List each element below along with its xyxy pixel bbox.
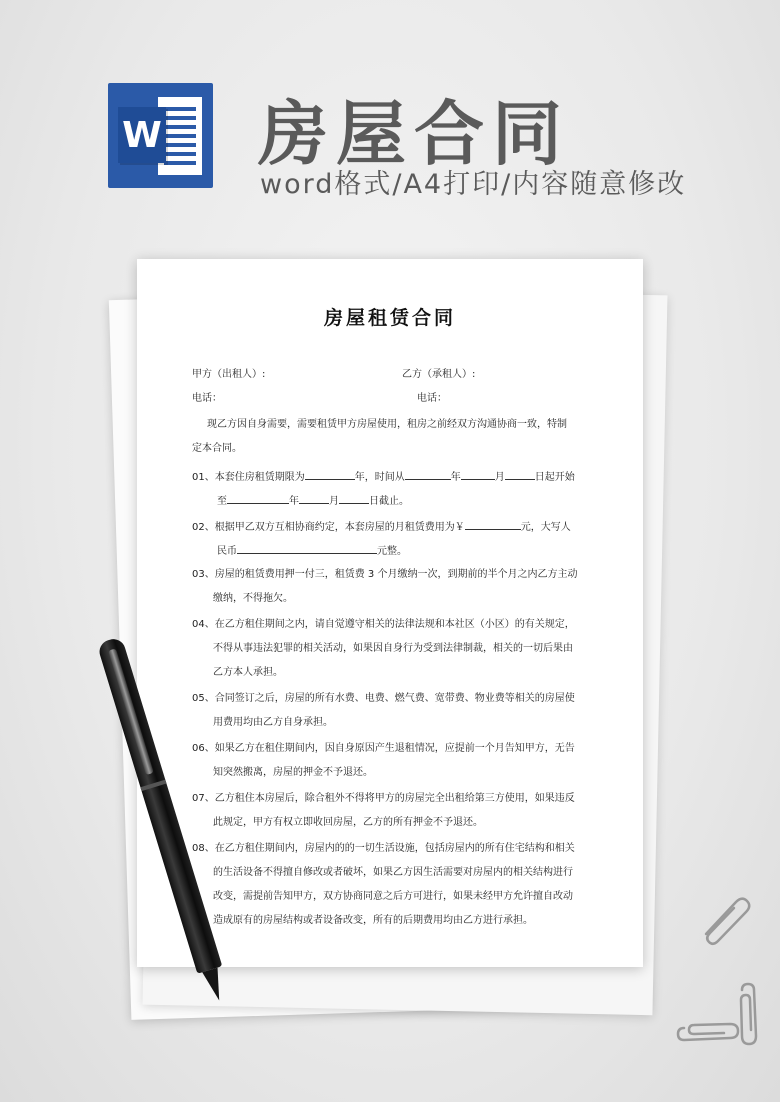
intro-line-1: 现乙方因自身需要，需要租赁甲方房屋使用，租房之前经双方沟通协商一致，特制: [207, 419, 567, 430]
clause-08-line-4: 造成原有的房屋结构或者设备改变，所有的后期费用均由乙方进行承担。: [213, 915, 533, 926]
paperclip-icon: [676, 1016, 740, 1046]
clause-05-line-2: 用费用均由乙方自身承担。: [213, 717, 333, 728]
party-line: [192, 369, 603, 381]
clause-text: 元，大写人: [520, 522, 571, 533]
clause-text: 日截止。: [369, 496, 409, 507]
blank-field[interactable]: [339, 493, 369, 504]
blank-field[interactable]: [405, 469, 451, 480]
clause-03-line-1: 03、房屋的租赁费用押一付三，租赁费 3 个月缴纳一次，到期前的半个月之内乙方主动: [192, 569, 578, 580]
phone-b-label: 电话：: [417, 393, 447, 404]
clause-text: 日起开始: [534, 472, 575, 483]
clause-05-line-1: 05、合同签订之后，房屋的所有水费、电费、燃气费、宽带费、物业费等相关的房屋使: [192, 693, 575, 704]
clause-08-line-3: 改变，需提前告知甲方，双方协商同意之后方可进行，如果未经甲方允许擅自改动: [213, 891, 573, 902]
party-b-label: 乙方（承租人）:: [402, 369, 476, 380]
clause-text: 至: [217, 496, 227, 507]
blank-field[interactable]: [227, 493, 289, 504]
clause-text: 月: [329, 496, 339, 507]
clause-08-line-2: 的生活设备不得擅自修改或者破坏，如果乙方因生活需要对房屋内的相关结构进行: [213, 867, 573, 878]
blank-field[interactable]: [305, 469, 355, 480]
word-letter: W: [118, 107, 166, 163]
clause-01-line-1: [192, 469, 603, 484]
clause-text: 年，时间从: [354, 472, 405, 483]
clause-04-line-2: 不得从事违法犯罪的相关活动，如果因自身行为受到法律制裁，相关的一切后果由: [213, 643, 573, 654]
blank-field[interactable]: [505, 469, 535, 480]
document-title: 房屋租赁合同: [323, 307, 456, 329]
clause-text: 民币: [217, 546, 237, 557]
clause-04-line-1: 04、在乙方租住期间之内，请自觉遵守相关的法律法规和本社区（小区）的有关规定，: [192, 619, 575, 630]
clause-02-line-2: [217, 543, 603, 558]
clause-08-line-1: 08、在乙方租住期间内，房屋内的的一切生活设施，包括房屋内的所有住宅结构和相关: [192, 843, 575, 854]
clause-02-line-1: [192, 519, 603, 534]
blank-field[interactable]: [461, 469, 495, 480]
page-subtitle: word格式/A4打印/内容随意修改: [260, 169, 687, 200]
clause-text: 月: [494, 472, 505, 483]
clause-01-line-2: [217, 493, 603, 508]
page-title: 房屋合同: [258, 93, 570, 175]
clause-text: 年: [450, 472, 461, 483]
intro-line-2: 定本合同。: [192, 443, 242, 454]
party-a-label: 甲方（出租人）:: [192, 369, 266, 380]
clause-04-line-3: 乙方本人承担。: [213, 667, 283, 678]
phone-line: [192, 393, 603, 405]
word-logo-icon: [108, 83, 213, 188]
clause-06-line-1: 06、如果乙方在租住期间内，因自身原因产生退租情况，应提前一个月告知甲方，无告: [192, 743, 575, 754]
blank-field[interactable]: [237, 543, 377, 554]
clause-text: 01、本套住房租赁期限为: [192, 472, 305, 483]
phone-a-label: 电话：: [192, 393, 222, 404]
clause-text: 年: [289, 496, 299, 507]
clause-06-line-2: 知突然搬离，房屋的押金不予退还。: [213, 767, 373, 778]
paperclip-icon: [692, 888, 752, 948]
blank-field[interactable]: [299, 493, 329, 504]
clause-text: 02、根据甲乙双方互相协商约定，本套房屋的月租赁费用为￥: [192, 522, 465, 533]
clause-03-line-2: 缴纳，不得拖欠。: [213, 593, 293, 604]
contract-document: [137, 259, 643, 967]
blank-field[interactable]: [465, 519, 521, 530]
clause-07-line-1: 07、乙方租住本房屋后，除合租外不得将甲方的房屋完全出租给第三方使用，如果违反: [192, 793, 575, 804]
clause-07-line-2: 此规定，甲方有权立即收回房屋，乙方的所有押金不予退还。: [213, 817, 483, 828]
clause-text: 元整。: [377, 546, 407, 557]
